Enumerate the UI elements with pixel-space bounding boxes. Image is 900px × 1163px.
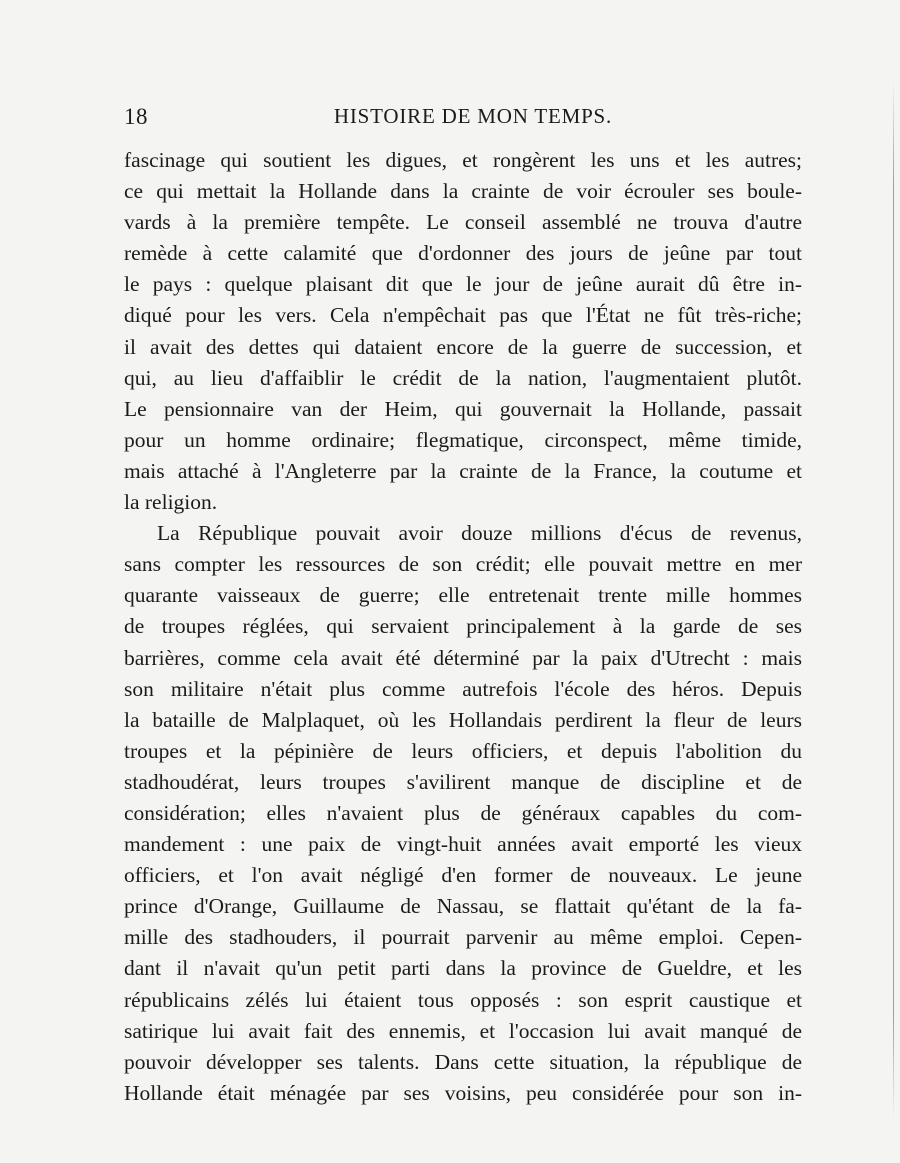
text-line: remède à cette calamité que d'ordonner des jours de jeûne par tout — [124, 241, 802, 266]
text-line: républicains zélés lui étaient tous opposés : son esprit caustique et — [124, 987, 802, 1012]
text-line: ce qui mettait la Hollande dans la crainte de voir écrouler ses boule- — [124, 179, 802, 204]
text-line: troupes et la pépinière de leurs officiers, et depuis l'abolition du — [124, 738, 802, 763]
page-number: 18 — [124, 104, 148, 129]
text-line: fascinage qui soutient les digues, et rongèrent les uns et les autres; — [124, 148, 802, 172]
text-line: mandement : une paix de vingt-huit années avait emporté les vieux — [124, 832, 802, 857]
text-line: la religion. — [124, 490, 218, 515]
text-line: stadhoudérat, leurs troupes s'avilirent manque de discipline et de — [124, 769, 802, 794]
text-line: satirique lui avait fait des ennemis, et l'occasion lui avait manqué de — [124, 1018, 802, 1043]
running-head — [124, 104, 802, 134]
text-line: officiers, et l'on avait négligé d'en former de nouveaux. Le jeune — [124, 863, 802, 888]
paragraph — [124, 145, 802, 518]
text-line: pouvoir développer ses talents. Dans cette situation, la république de — [124, 1049, 802, 1074]
text-line: la bataille de Malplaquet, où les Hollandais perdirent la fleur de leurs — [124, 707, 802, 732]
text-line: le pays : quelque plaisant dit que le jour de jeûne aurait dû être in- — [124, 272, 802, 297]
text-line: dant il n'avait qu'un petit parti dans la province de Gueldre, et les — [124, 956, 802, 981]
paragraph — [124, 518, 802, 1109]
text-line: vards à la première tempête. Le conseil assemblé ne trouva d'autre — [124, 210, 802, 235]
text-line: barrières, comme cela avait été déterminé par la paix d'Utrecht : mais — [124, 645, 802, 670]
text-line: diqué pour les vers. Cela n'empêchait pas que l'État ne fût très-riche; — [124, 303, 802, 328]
text-line: mais attaché à l'Angleterre par la crainte de la France, la coutume et — [124, 458, 802, 483]
text-line: Hollande était ménagée par ses voisins, peu considérée pour son in- — [124, 1080, 802, 1105]
text-line: mille des stadhouders, il pourrait parvenir au même emploi. Cepen- — [124, 925, 802, 950]
text-line: qui, au lieu d'affaiblir le crédit de la nation, l'augmentaient plutôt. — [124, 365, 802, 390]
text-line: La République pouvait avoir douze millions d'écus de revenus, — [157, 521, 802, 546]
text-line: sans compter les ressources de son crédit; elle pouvait mettre en mer — [124, 552, 802, 577]
text-line: de troupes réglées, qui servaient principalement à la garde de ses — [124, 614, 802, 639]
page-edge-shadow — [893, 80, 894, 1120]
running-title: HISTOIRE DE MON TEMPS. — [333, 104, 613, 128]
text-line: il avait des dettes qui dataient encore de la guerre de succession, et — [124, 334, 802, 359]
body-text — [124, 145, 802, 1109]
text-line: prince d'Orange, Guillaume de Nassau, se flattait qu'étant de la fa- — [124, 894, 802, 919]
text-line: son militaire n'était plus comme autrefois l'école des héros. Depuis — [124, 676, 802, 701]
text-line: pour un homme ordinaire; flegmatique, circonspect, même timide, — [124, 427, 802, 452]
text-line: considération; elles n'avaient plus de généraux capables du com- — [124, 800, 802, 825]
text-line: quarante vaisseaux de guerre; elle entretenait trente mille hommes — [124, 583, 802, 608]
text-line: Le pensionnaire van der Heim, qui gouvernait la Hollande, passait — [124, 396, 802, 421]
